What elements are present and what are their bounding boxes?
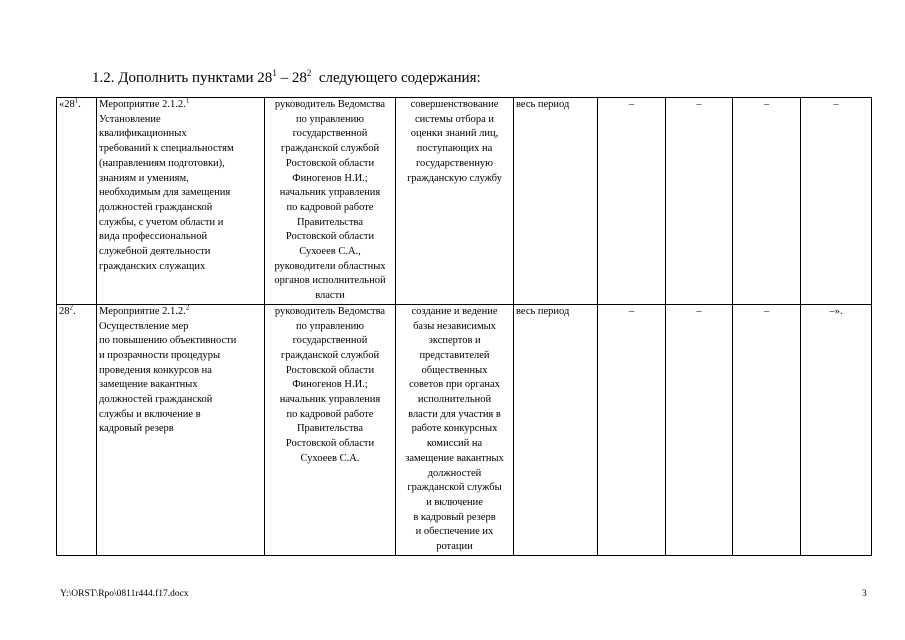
value-cell-2: – (666, 304, 733, 555)
responsible-persons (265, 98, 396, 305)
measure-description-line: знаниям и умениям, (99, 172, 189, 184)
measure-description-line: вида профессиональной (99, 231, 208, 243)
value-cell-1: – (598, 304, 666, 555)
result-line: исполнительной (417, 394, 492, 406)
measure-description-line: служебной деятельности (99, 246, 211, 258)
footer-page-number: 3 (862, 589, 867, 599)
value-cell-1: – (598, 98, 666, 305)
measure-description-line: квалификационных (99, 128, 187, 140)
responsible-line: государственной (292, 335, 368, 347)
responsible-line: Ростовской области (285, 364, 375, 376)
value-cell-4: –». (801, 304, 872, 555)
responsible-line: Финогенов Н.И.; (292, 172, 368, 184)
measure-title (99, 98, 262, 113)
measures-table (56, 97, 872, 556)
measure-description-line: Осуществление мер (99, 320, 189, 332)
responsible-line: власти (315, 290, 345, 302)
table-row (57, 304, 872, 555)
measure-description-line: Установление (99, 113, 161, 125)
measure-description-line: проведения конкурсов на (99, 364, 212, 376)
value-cell-3: – (733, 98, 801, 305)
responsible-line: Правительства (296, 423, 364, 435)
responsible-line: руководитель Ведомства (274, 99, 386, 110)
measure-description-line: должностей гражданской (99, 201, 213, 213)
row-number (57, 304, 97, 555)
measure-description-line: (направлениям подготовки), (99, 157, 225, 169)
heading-sup-1: 1 (272, 68, 277, 78)
result-line: и обеспечение их (415, 526, 494, 538)
responsible-persons (265, 304, 396, 555)
result-line: представителей (419, 349, 490, 361)
responsible-line: Правительства (296, 216, 364, 228)
footer-file-path: Y:\ORST\Rpo\0811r444.f17.docx (60, 589, 189, 599)
measure-description-line: требований к специальностям (99, 143, 234, 155)
result-line: общественных (421, 364, 488, 376)
responsible-line: Сухоеев С.А. (300, 452, 360, 464)
row-number-sup: 1 (74, 97, 79, 105)
responsible-line: начальник управления (279, 394, 381, 406)
row-number-suffix: . (78, 99, 81, 110)
responsible-line: руководитель Ведомства (274, 305, 386, 317)
period: весь период (514, 98, 598, 305)
result-line: комиссий на (426, 438, 483, 450)
measure-description-line: замещение вакантных (99, 379, 198, 391)
result-line: базы независимых (413, 320, 496, 332)
section-heading (92, 70, 481, 87)
result-line: оценки знаний лиц, (410, 128, 499, 140)
responsible-line: руководители областных (274, 260, 386, 272)
table-body (57, 98, 872, 556)
measure-description-line: по повышению объективности (99, 335, 237, 347)
responsible-line: по кадровой работе (286, 408, 374, 420)
row-number (57, 98, 97, 305)
period: весь период (514, 304, 598, 555)
expected-result (396, 304, 514, 555)
responsible-line: Сухоеев С.А., (299, 246, 361, 258)
result-line: экспертов и (428, 335, 481, 347)
measure-description (97, 98, 265, 305)
heading-sup-2: 2 (306, 68, 312, 78)
result-line: создание и ведение (411, 305, 498, 317)
measure-title (99, 305, 262, 320)
heading-prefix: 1.2. Дополнить пунктами 28 (92, 70, 273, 86)
responsible-line: гражданской службой (280, 349, 380, 361)
row-number-text: 28 (59, 305, 70, 317)
measure-description-line: службы, с учетом области и (99, 216, 224, 228)
row-number-text: «28 (59, 99, 75, 110)
result-line: системы отбора и (415, 113, 494, 125)
table-row (57, 98, 872, 305)
value-cell-3: – (733, 304, 801, 555)
value-cell-4: – (801, 98, 872, 305)
measure-description-line: гражданских служащих (99, 260, 206, 272)
measure-title-sup: 2 (185, 304, 190, 312)
result-line: гражданскую службу (407, 172, 502, 184)
row-number-sup: 2 (69, 304, 73, 312)
responsible-line: Финогенов Н.И.; (292, 379, 368, 391)
result-line: должностей (427, 467, 482, 479)
result-line: совершенствование (410, 99, 499, 110)
responsible-line: Ростовской области (285, 231, 375, 243)
result-line: гражданской службы (407, 482, 502, 494)
responsible-line: по управлению (295, 320, 365, 332)
result-line: поступающих на (416, 143, 493, 155)
expected-result (396, 98, 514, 305)
result-line: ротации (436, 541, 473, 553)
measure-description-line: и прозрачности процедуры (99, 349, 221, 361)
result-line: советов при органах (409, 379, 500, 391)
result-line: замещение вакантных (405, 452, 504, 464)
responsible-line: гражданской службой (280, 143, 380, 155)
responsible-line: государственной (292, 128, 368, 140)
measure-description-line: службы и включение в (99, 408, 201, 420)
result-line: и включение (426, 496, 483, 508)
responsible-line: Ростовской области (285, 157, 375, 169)
heading-suffix: следующего содержания: (311, 70, 481, 86)
measure-description-line: необходимым для замещения (99, 187, 231, 199)
measure-title-text: Мероприятие 2.1.2. (99, 99, 186, 110)
measure-description (97, 304, 265, 555)
measure-title-sup: 1 (185, 97, 190, 105)
row-number-suffix: . (73, 305, 76, 317)
result-line: власти для участия в (408, 408, 501, 420)
measure-title-text: Мероприятие 2.1.2. (99, 305, 186, 317)
responsible-line: по управлению (295, 113, 365, 125)
responsible-line: по кадровой работе (286, 201, 374, 213)
result-line: работе конкурсных (411, 423, 498, 435)
responsible-line: органов исполнительной (274, 275, 386, 287)
value-cell-2: – (666, 98, 733, 305)
measure-description-line: должностей гражданской (99, 394, 213, 406)
heading-dash: – 28 (276, 70, 307, 86)
measure-description-line: кадровый резерв (99, 423, 174, 435)
responsible-line: Ростовской области (285, 438, 375, 450)
result-line: государственную (415, 157, 494, 169)
result-line: в кадровый резерв (413, 511, 496, 523)
responsible-line: начальник управления (279, 187, 381, 199)
